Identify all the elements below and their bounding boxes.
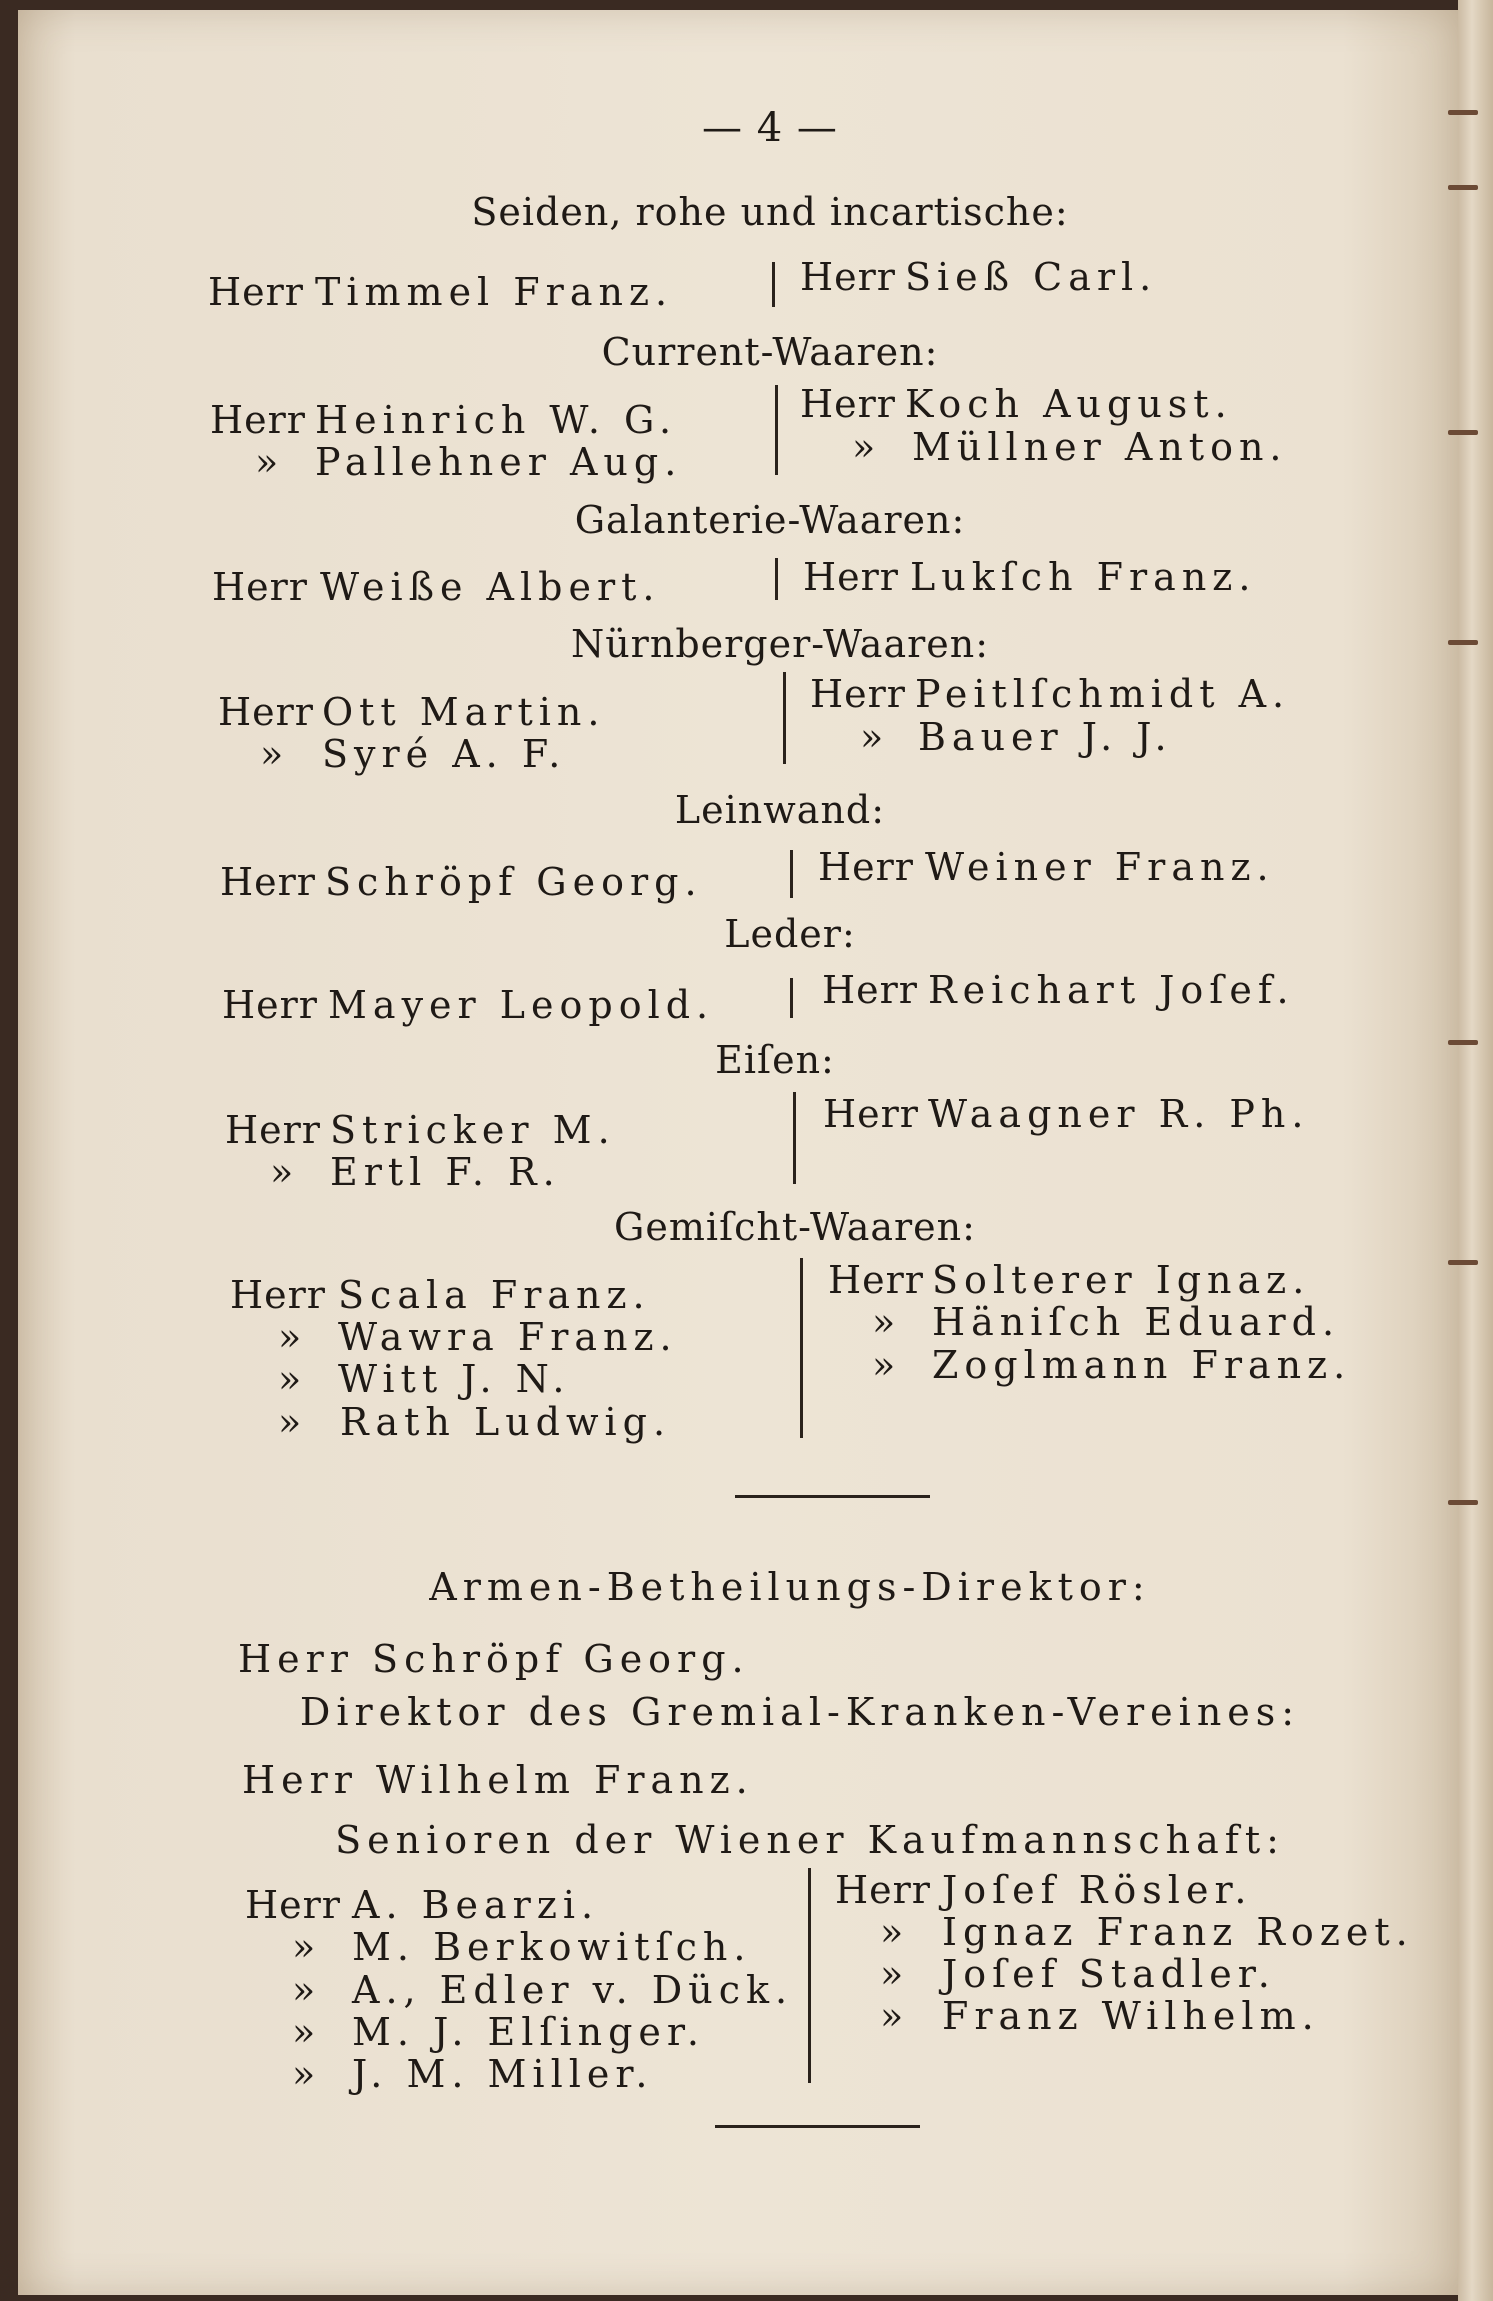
end-rule — [715, 2125, 920, 2128]
ditto-mark: » — [292, 2010, 317, 2054]
herr-label: Herr — [822, 968, 918, 1012]
name-entry: Koch August. — [905, 382, 1233, 426]
herr-label: Herr — [800, 382, 896, 426]
binding-stitch — [1448, 1260, 1478, 1265]
name-entry: Sieß Carl. — [905, 255, 1158, 299]
name-entry: Bauer J. J. — [918, 715, 1173, 759]
name-entry: Schröpf Georg. — [325, 860, 703, 904]
ditto-mark: » — [880, 1994, 905, 2038]
column-divider — [808, 1868, 811, 2083]
name-entry: Müllner Anton. — [912, 425, 1288, 469]
column-divider — [772, 262, 775, 307]
name-entry: Solterer Ignaz. — [932, 1258, 1311, 1302]
binding-stitch — [1448, 640, 1478, 645]
ditto-mark: » — [292, 1925, 317, 1969]
herr-label: Herr — [222, 983, 318, 1027]
herr-label: Herr — [835, 1868, 931, 1912]
herr-label: Herr — [823, 1092, 919, 1136]
name-entry: Mayer Leopold. — [328, 983, 715, 1027]
name-entry: Wawra Franz. — [338, 1315, 678, 1359]
name-entry: Häniſch Eduard. — [932, 1300, 1341, 1344]
column-divider — [775, 558, 778, 600]
name-entry: Timmel Franz. — [315, 270, 674, 314]
section-heading-current: Current-Waaren: — [601, 330, 939, 374]
name-entry: Lukſch Franz. — [910, 555, 1257, 599]
column-divider — [790, 850, 793, 898]
armen-heading: Armen-Betheilungs-Direktor: — [429, 1565, 1151, 1609]
column-divider — [783, 672, 786, 764]
herr-label: Herr — [208, 270, 304, 314]
binding-stitch — [1448, 1500, 1478, 1505]
ditto-mark: » — [852, 425, 877, 469]
name-entry: Zoglmann Franz. — [932, 1343, 1352, 1387]
book-spine — [1458, 0, 1493, 2301]
herr-label: Herr — [225, 1108, 321, 1152]
name-entry: Witt J. N. — [338, 1357, 571, 1401]
ditto-mark: » — [278, 1357, 303, 1401]
name-entry: M. Berkowitſch. — [352, 1925, 752, 1969]
name-entry: Ignaz Franz Rozet. — [942, 1910, 1414, 1954]
ditto-mark: » — [872, 1300, 897, 1344]
section-heading-eisen: Eiſen: — [715, 1038, 835, 1082]
ditto-mark: » — [260, 732, 285, 776]
ditto-mark: » — [292, 1968, 317, 2012]
binding-stitch — [1448, 430, 1478, 435]
section-heading-galanterie: Galanterie-Waaren: — [574, 498, 966, 542]
ditto-mark: » — [872, 1343, 897, 1387]
name-entry: Joſef Stadler. — [942, 1952, 1276, 1996]
name-entry: Rath Ludwig. — [340, 1400, 672, 1444]
name-entry: Stricker M. — [330, 1108, 616, 1152]
herr-label: Herr — [810, 672, 906, 716]
ditto-mark: » — [292, 2052, 317, 2096]
ditto-mark: » — [278, 1315, 303, 1359]
name-entry: A. Bearzi. — [352, 1883, 600, 1927]
direktor-entry: Herr Wilhelm Franz. — [242, 1758, 754, 1802]
name-entry: Scala Franz. — [338, 1273, 651, 1317]
name-entry: A., Edler v. Dück. — [352, 1968, 794, 2012]
page-number: — 4 — — [702, 105, 838, 151]
name-entry: M. J. Elſinger. — [352, 2010, 705, 2054]
ditto-mark: » — [278, 1400, 303, 1444]
ditto-mark: » — [880, 1910, 905, 1954]
herr-label: Herr — [230, 1273, 326, 1317]
binding-stitch — [1448, 110, 1478, 115]
section-heading-leder: Leder: — [724, 912, 856, 956]
column-divider — [775, 385, 778, 475]
name-entry: Reichart Joſef. — [928, 968, 1295, 1012]
ditto-mark: » — [270, 1150, 295, 1194]
herr-label: Herr — [210, 398, 306, 442]
herr-label: Herr — [803, 555, 899, 599]
section-heading-seiden: Seiden, rohe und incartische: — [471, 190, 1069, 234]
column-divider — [790, 978, 793, 1018]
herr-label: Herr — [245, 1883, 341, 1927]
name-entry: J. M. Miller. — [352, 2052, 654, 2096]
ditto-mark: » — [255, 440, 280, 484]
name-entry: Heinrich W. G. — [315, 398, 678, 442]
direktor-heading: Direktor des Gremial-Kranken-Vereines: — [299, 1690, 1301, 1734]
name-entry: Ertl F. R. — [330, 1150, 561, 1194]
section-separator — [735, 1495, 930, 1498]
name-entry: Waagner R. Ph. — [928, 1092, 1310, 1136]
name-entry: Ott Martin. — [322, 690, 606, 734]
herr-label: Herr — [212, 565, 308, 609]
ditto-mark: » — [860, 715, 885, 759]
name-entry: Weiner Franz. — [925, 845, 1275, 889]
armen-entry: Herr Schröpf Georg. — [238, 1637, 750, 1681]
column-divider — [793, 1092, 796, 1184]
name-entry: Peitlſchmidt A. — [915, 672, 1291, 716]
section-heading-nuernberger: Nürnberger-Waaren: — [570, 622, 990, 666]
herr-label: Herr — [800, 255, 896, 299]
name-entry: Franz Wilhelm. — [942, 1994, 1320, 2038]
name-entry: Pallehner Aug. — [315, 440, 683, 484]
binding-stitch — [1448, 1040, 1478, 1045]
section-heading-gemischt: Gemiſcht-Waaren: — [614, 1205, 976, 1249]
name-entry: Joſef Rösler. — [942, 1868, 1253, 1912]
binding-stitch — [1448, 185, 1478, 190]
name-entry: Weiße Albert. — [320, 565, 661, 609]
herr-label: Herr — [218, 690, 314, 734]
herr-label: Herr — [818, 845, 914, 889]
section-heading-leinwand: Leinwand: — [674, 788, 886, 832]
herr-label: Herr — [828, 1258, 924, 1302]
senioren-heading: Senioren der Wiener Kaufmannschaft: — [335, 1818, 1285, 1862]
name-entry: Syré A. F. — [322, 732, 567, 776]
herr-label: Herr — [220, 860, 316, 904]
ditto-mark: » — [880, 1952, 905, 1996]
column-divider — [800, 1258, 803, 1438]
